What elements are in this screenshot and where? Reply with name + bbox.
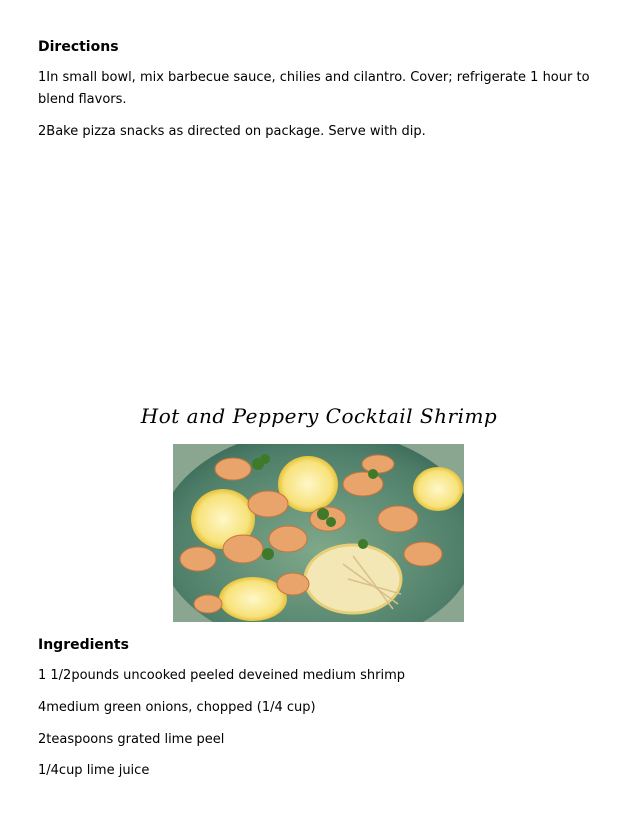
ingredient-item: 1 1/2pounds uncooked peeled deveined medium shrimp (38, 668, 406, 683)
lemon-half (305, 545, 401, 613)
ingredient-item: 1/4cup lime juice (38, 763, 150, 778)
ingredient-item: 4medium green onions, chopped (1/4 cup) (38, 700, 316, 715)
direction-step-1: 1In small bowl, mix barbecue sauce, chilies and cilantro. Cover; refrigerate 1 hour to blend flavors. (38, 70, 590, 107)
shrimp-photo (173, 444, 464, 622)
direction-step-2: 2Bake pizza snacks as directed on package. Serve with dip. (38, 124, 426, 139)
recipe-title: Hot and Peppery Cocktail Shrimp (140, 404, 498, 428)
ingredient-item: 2teaspoons grated lime peel (38, 732, 225, 747)
directions-heading: Directions (38, 39, 119, 55)
lemon-slice (413, 467, 463, 511)
ingredients-heading: Ingredients (38, 637, 129, 653)
